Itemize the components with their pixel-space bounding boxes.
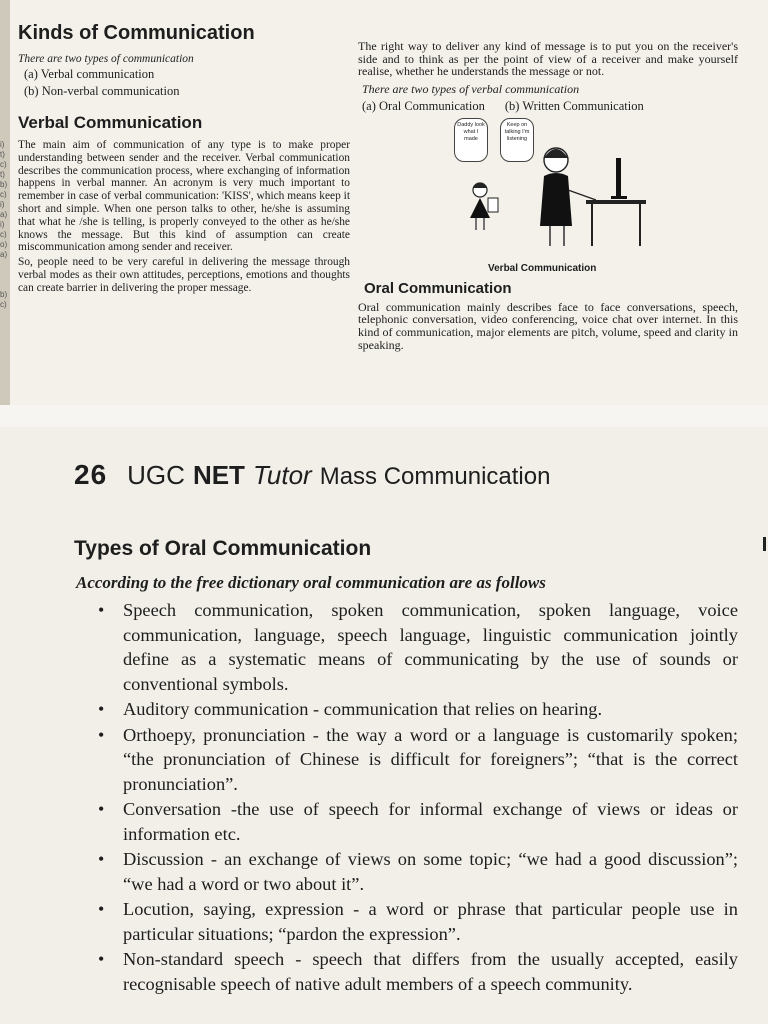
left-column: [18, 22, 350, 297]
page-header: [74, 459, 550, 491]
verbal-title: Verbal Communication: [18, 113, 203, 132]
bottom-page: [0, 427, 768, 1024]
kinds-option-a: (a) Verbal communication: [24, 67, 155, 81]
page-edge-mark: [763, 537, 766, 551]
bullet-icon: •: [98, 600, 105, 620]
list-item: • Locution, saying, expression - a word or phrase that particular people use in particular situations; “pardon the expression”.: [98, 899, 738, 944]
bullet-icon: •: [98, 699, 105, 719]
bullet-icon: •: [98, 799, 105, 819]
speech-bubble-child: Daddy look what I made: [454, 118, 488, 162]
bullet-icon: •: [98, 724, 105, 745]
oral-types-list: [96, 598, 738, 997]
header-subject: Mass Communication: [319, 463, 551, 490]
list-item: • Orthoepy, pronunciation - the way a word or a language is customarily spoken; “the pronunciation of Chinese is difficult for foreigners”; “that is the correct pronunciation”.: [98, 724, 738, 794]
right-intro-paragraph: The right way to deliver any kind of message is to put you on the receiver's side and to think as per the point of view of a receiver and make yourself realise, whether he understands the message or not.: [358, 39, 738, 79]
list-item: • Speech communication, spoken communication, spoken language, voice communication, language, speech language, linguistic communication jointly define as a systematic means of communicating by the use of sounds or conventional symbols.: [98, 600, 738, 694]
verbal-type-written: (b) Written Communication: [504, 98, 644, 113]
bullet-icon: •: [98, 849, 105, 869]
verbal-paragraph-1: The main aim of communication of any type is to make proper understanding between sender and the receiver. Verbal communication describes the communication process, where exchanging of information happens in verbal manner. An acronym is very much important to remember in case of verbal communication: 'KISS', which means keep it short and simple. When one person talks to other, he/she is assuming that what he /she is telling, is properly conveyed to the other as he/she knows the message. But this kind of assumption can create miscommunication among sender and receiver.: [18, 139, 350, 254]
oral-paragraph: Oral communication mainly describes face to face conversations, speech, telephonic conversation, video conferencing, voice chat over internet. In this kind of communication, major elements are pitch, volume, speed and clarity in speaking.: [358, 299, 738, 352]
verbal-paragraph-2: So, people need to be very careful in delivering the message through verbal modes as their own attitudes, perceptions, emotions and thoughts can create barrier in delivering the proper message.: [18, 256, 350, 294]
kinds-intro: There are two types of communication: [18, 53, 194, 65]
page-number: 26: [74, 459, 108, 490]
verbal-types-intro: There are two types of verbal communication: [362, 81, 580, 96]
people-at-desk-icon: [446, 118, 746, 268]
oral-title: Oral Communication: [364, 279, 512, 297]
header-ugc: UGC: [127, 460, 185, 490]
illustration-caption: Verbal Communication: [488, 262, 597, 274]
list-item: • Discussion - an exchange of views on some topic; “we had a good discussion”; “we had a word or two about it”.: [98, 849, 738, 894]
kinds-title: Kinds of Communication: [18, 22, 255, 44]
margin-marks: i) t) c) t) b) c) i) a) i) c) o) a) b) c): [0, 140, 8, 309]
header-net: NET: [192, 460, 245, 490]
section-heading: Types of Oral Communication: [74, 537, 372, 560]
right-column: [358, 40, 738, 351]
bullet-icon: •: [98, 949, 105, 969]
speech-bubble-parent: Keep on talking I'm listening: [500, 118, 534, 162]
page-gap: [0, 405, 768, 427]
verbal-type-oral: (a) Oral Communication: [362, 98, 485, 113]
kinds-option-b: (b) Non-verbal communication: [24, 84, 180, 98]
top-page: [0, 0, 768, 405]
section-intro: According to the free dictionary oral communication are as follows: [76, 573, 546, 592]
list-item: • Conversation -the use of speech for informal exchange of views or ideas or information etc.: [98, 799, 738, 844]
verbal-types-row: [362, 99, 738, 114]
list-item: • Non-standard speech - speech that differs from the usually accepted, easily recognisable speech of native adult members of a speech community.: [98, 949, 738, 994]
verbal-communication-illustration: [446, 118, 746, 278]
bullet-icon: •: [98, 899, 105, 919]
list-item: • Auditory communication - communication that relies on hearing.: [96, 697, 738, 722]
header-tutor: Tutor: [252, 460, 312, 490]
